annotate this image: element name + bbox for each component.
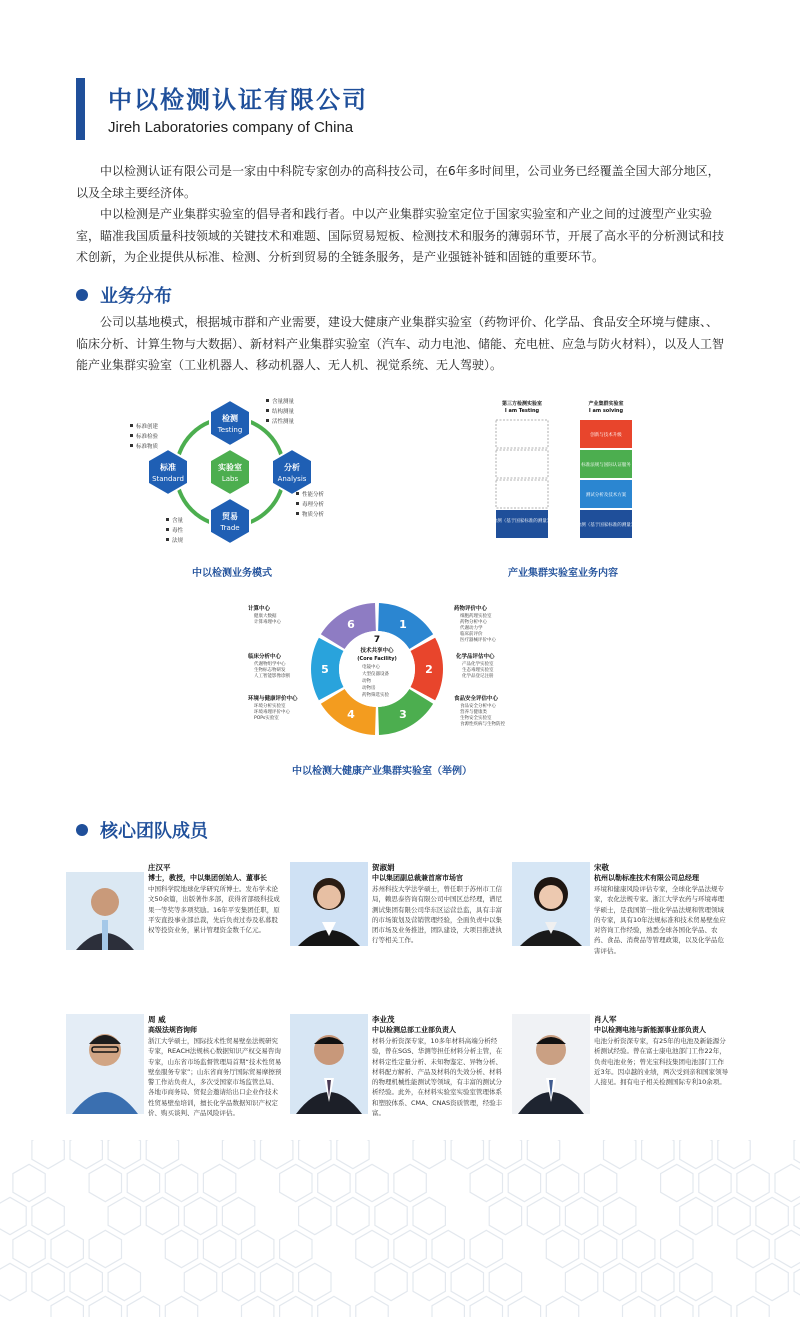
health-cluster-diagram [240,596,540,746]
business-paragraph: 公司以基地模式，根据城市群和产业需要，建设大健康产业集群实验室（药物评价、化学品、食品安全环境与健康、、临床分析、计算生物与大数据）、新材料产业集群实验室（汽车、动力电池、储能、充电桩、应急与防火材料），以及人工智能产业集群实验室（工业机器人、移动机器人、无人机、视觉系统、无人驾驶）。 [76,315,725,372]
svg-text:检测（基于国家标准的测量）: 检测（基于国家标准的测量） [492,519,552,524]
donut-segment-number: 3 [399,708,407,722]
standard-hexagon [148,449,188,495]
business-model-diagram [120,392,350,552]
svg-text:产品化学实验室: 产品化学实验室 [462,662,494,667]
member-name: 宋敬 [594,863,609,872]
health-cluster-caption: 中以检测大健康产业集群实验室（举例） [292,766,472,777]
svg-text:健康大数据: 健康大数据 [254,614,277,619]
svg-text:食品安全分析中心: 食品安全分析中心 [460,704,496,709]
member-name: 庄汉平 [148,863,171,872]
svg-text:产业集群实验室: 产业集群实验室 [588,401,624,407]
donut-segment-number: 5 [321,663,329,676]
svg-text:标准检验: 标准检验 [136,434,159,440]
section-bullet-icon [76,824,88,836]
svg-text:技术共享中心: 技术共享中心 [360,648,394,654]
hexagon-pattern-background [0,1140,800,1317]
member-photo [290,862,368,946]
svg-text:食源性疾病与生物防控: 食源性疾病与生物防控 [460,722,505,727]
svg-text:动物: 动物 [362,679,371,684]
svg-text:药物评价中心: 药物评价中心 [454,606,488,612]
trade-zh: 贸易 [222,512,238,521]
member-photo [66,1014,144,1114]
standard-en: Standard [152,475,184,483]
section-bullet-icon [76,289,88,301]
analysis-en: Analysis [277,475,307,483]
svg-text:POPs实验室: POPs实验室 [254,716,279,721]
business-heading: 业务分布 [100,286,172,307]
svg-text:生物安全实验室: 生物安全实验室 [460,716,492,721]
svg-text:(Core Facility): (Core Facility) [357,656,397,662]
svg-text:化学品登记注册: 化学品登记注册 [462,674,494,679]
testing-en: Testing [217,426,243,434]
donut-segment-number: 6 [347,617,355,631]
team-heading: 核心团队成员 [100,821,208,842]
svg-text:第三方检测实验室: 第三方检测实验室 [501,401,543,407]
svg-text:计算毒理中心: 计算毒理中心 [254,620,281,625]
member-title: 博士，教授，中以集团创始人、董事长 [148,874,267,882]
svg-text:结构测量: 结构测量 [272,409,295,415]
member-photo [512,1014,590,1114]
svg-text:动物房: 动物房 [362,686,376,691]
company-title-en: Jireh Laboratories company of China [108,119,354,136]
svg-text:临床前评价: 临床前评价 [460,632,483,637]
intro-paragraph-1: 中以检测认证有限公司是一家由中科院专家创办的高科技公司，在6年多时间里，公司业务已经覆盖全国大部分地区，以及全球主要经济体。 [76,164,720,200]
member-photo [290,1014,368,1114]
member-title: 杭州以勒标准技术有限公司总经理 [594,874,699,882]
donut-segment-number: 1 [399,617,407,631]
svg-text:含量测量: 含量测量 [272,399,295,405]
svg-text:食品安全评估中心: 食品安全评估中心 [454,696,499,702]
member-title: 中以检测电池与新能源事业部负责人 [594,1026,706,1034]
member-name: 周 威 [148,1015,166,1024]
member-bio: 浙江大学硕士，国际技术性贸易壁垒法规研究专家，REACH法规核心数据知识产权交易咨询专家，山东省市场监督管理局首期“技术性贸易壁垒服务专家”；山东省商务厅国际贸易摩擦预警工作站负责人，多次受国家市场监管总局、各地市商务局、贸促会邀请给出口企业作技术性贸易壁垒培训，擅长化学品数据知识产权定价、购买谈判、产品风险评估。 [148,1037,282,1118]
labs-en: Labs [221,475,239,483]
svg-text:毒性: 毒性 [172,528,184,534]
svg-text:生态毒理实验室: 生态毒理实验室 [462,668,494,673]
svg-text:法规: 法规 [172,538,184,544]
member-title: 高级法规咨询师 [148,1026,197,1034]
svg-text:细胞药理实验室: 细胞药理实验室 [460,614,492,619]
svg-text:I am Testing: I am Testing [504,408,540,414]
intro-paragraph-2: 中以检测是产业集群实验室的倡导者和践行者。中以产业集群实验室定位于国家实验室和产业之间的过渡型产业实验室，瞄准我国质量科技领域的关键技术和难题、国际贸易短板、检测技术和服务的薄弱环节，开展了高水平的分析测试和技术创新，为企业提供从标准、检测、分析到贸易的全链条服务，是产业强链补链和固链的重要环节。 [76,207,725,264]
analysis-hexagon [272,449,312,495]
svg-text:标准创建: 标准创建 [136,424,159,430]
svg-text:环境与健康评价中心: 环境与健康评价中心 [248,696,298,702]
svg-text:检测（基于国家标准的测量）: 检测（基于国家标准的测量） [576,523,636,528]
svg-text:创新与技术升级: 创新与技术升级 [590,433,622,438]
labs-zh: 实验室 [218,463,242,472]
svg-text:含量: 含量 [172,518,184,524]
center-number: 7 [373,635,381,645]
svg-text:测试分析及技术方案: 测试分析及技术方案 [585,493,627,498]
svg-text:标准物质: 标准物质 [136,444,159,450]
col1-testing-block [496,510,548,538]
member-name: 贺淑娟 [372,863,395,872]
trade-en: Trade [220,524,240,532]
analysis-zh: 分析 [284,463,300,472]
labs-hexagon [210,449,250,495]
trade-hexagon [210,498,250,544]
cluster-content-caption: 产业集群实验室业务内容 [508,568,618,579]
member-photo [66,872,144,950]
svg-text:标准法规与国际认证服务: 标准法规与国际认证服务 [581,463,631,468]
svg-text:人工智能影像诊断: 人工智能影像诊断 [254,674,290,679]
standard-zh: 标准 [160,463,176,472]
svg-text:药物分析中心: 药物分析中心 [460,620,487,625]
testing-hexagon [210,400,250,446]
svg-text:环境分析实验室: 环境分析实验室 [254,704,286,709]
svg-text:物质分析: 物质分析 [302,512,325,518]
member-name: 李业茂 [372,1015,395,1024]
svg-text:代谢物组学中心: 代谢物组学中心 [254,662,286,667]
col2-stack [577,420,636,538]
svg-text:I am solving: I am solving [588,408,624,414]
donut-segment-number: 2 [425,663,433,676]
member-title: 中以集团副总裁兼首席市场官 [372,874,463,882]
cluster-content-diagram [490,398,640,544]
member-photo [512,862,590,946]
member-title: 中以检测总部工业部负责人 [372,1026,456,1034]
svg-text:大型仪器设备: 大型仪器设备 [362,672,389,677]
member-name: 肖人军 [594,1015,617,1024]
donut-segment-number: 4 [347,708,355,722]
svg-text:化学品评估中心: 化学品评估中心 [456,654,495,660]
company-title-zh: 中以检测认证有限公司 [108,86,368,114]
svg-text:药物筛选实验: 药物筛选实验 [362,693,389,698]
svg-text:性能分析: 性能分析 [302,492,325,498]
svg-text:环境毒理评价中心: 环境毒理评价中心 [254,710,290,715]
svg-text:生物标志物研发: 生物标志物研发 [254,668,286,673]
svg-text:毒理分析: 毒理分析 [302,502,325,508]
header-accent-bar [76,78,85,140]
svg-text:医疗器械评价中心: 医疗器械评价中心 [460,638,496,643]
svg-text:营养与健康类: 营养与健康类 [460,710,487,715]
svg-text:计算中心: 计算中心 [248,606,271,612]
svg-text:临床分析中心: 临床分析中心 [248,654,282,660]
member-bio: 电池分析资深专家，有25年的电池及新能源分析测试经验。曾在富士康电池部门工作22年，负责电池业务；曾光宝科技集团电池部门工作近3年。因卓越的业绩，两次受到亲和国家领导人接见。拥有电子相关检测国际专利10余项。 [594,1037,729,1087]
svg-text:活性测量: 活性测量 [272,419,295,425]
testing-zh: 检测 [222,414,238,423]
svg-text:电镜中心: 电镜中心 [362,665,380,670]
member-bio: 环境和健康风险评估专家，全球化学品法规专家，农化法规专家。浙江大学农药与环境毒理学硕士，是我国第一批化学品法规和管理领域的专家，具有10年法规标准和技术贸易壁垒应对咨询工作经验，熟悉全球各国化学品、农药、食品、消费品等管理政策，以及化学品危害评估。 [594,885,726,955]
member-bio: 材料分析资深专家，10多年材料高端分析经验，曾在SGS、华测等担任材料分析主管，在材料定性定量分析、未知物鉴定、异物分析、材料配方解析、产品及材料的失效分析、材料的物理机械性能测试等领域，有丰富的测试分析经验。此外，在材料实验室实验室管理体系和塑胶体系、CMA、CNAS资质管理，经验丰富。 [372,1037,503,1118]
member-bio: 中国科学院地球化学研究所博士。发布学术论文50余篇，出版著作多部，获得省部级科技成果一等奖等多项奖励。16年平安集团任职，原平安直投事业部总裁，先后负责过券及私募股权等投资业务，累计管理资金数千亿元。 [148,885,280,935]
member-bio: 苏州科技大学法学硕士，曾任职于苏州市工信局，赖思泰咨询有限公司中国区总经理，谱尼测试集团有限公司华东区运营总监，具有丰富的市场策划及营销管理经验，全面负责中以集团市场及业务推进，团队建设，大项目推进执行等相关工作。 [372,885,502,945]
svg-text:代谢动力学: 代谢动力学 [460,626,483,631]
business-model-caption: 中以检测业务模式 [192,568,272,579]
